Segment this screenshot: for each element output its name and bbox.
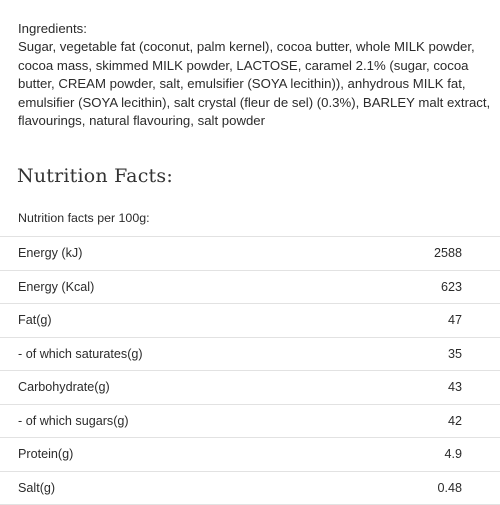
nutrient-label: Energy (kJ) [18,246,82,260]
nutrition-table [0,236,500,505]
nutrient-label: Energy (Kcal) [18,280,94,294]
nutrition-per-100g-label: Nutrition facts per 100g: [18,211,150,225]
nutrition-row-fat [0,304,500,338]
nutrient-value: 623 [441,280,462,294]
nutrition-row-carbohydrate [0,371,500,405]
ingredients-title: Ingredients: [18,20,494,38]
nutrition-row-protein [0,438,500,472]
nutrient-value: 4.9 [444,447,462,461]
nutrient-value: 47 [448,313,462,327]
nutrient-label: Protein(g) [18,447,73,461]
nutrient-label: Salt(g) [18,481,55,495]
nutrient-value: 0.48 [437,481,462,495]
nutrient-value: 42 [448,414,462,428]
nutrient-value: 43 [448,380,462,394]
nutrition-row-sugars [0,405,500,439]
nutrition-row-energy-kcal [0,271,500,305]
nutrition-row-energy-kj [0,237,500,271]
nutrition-facts-heading: Nutrition Facts: [17,165,173,187]
nutrient-label: - of which saturates(g) [18,347,143,361]
ingredients-text: Sugar, vegetable fat (coconut, palm kernel), cocoa butter, whole MILK powder, cocoa mass, skimmed MILK powder, LACTOSE, caramel 2.1% (sugar, cocoa butter, CREAM powder, salt, emulsifier (SOYA lecithin)), anhydrous MILK fat, emulsifier (SOYA lecithin), salt crystal (fleur de sel) (0.3%), BARLEY malt extract, flavourings, natural flavouring, salt powder [18,39,490,128]
nutrient-value: 35 [448,347,462,361]
nutrient-label: - of which sugars(g) [18,414,129,428]
nutrient-value: 2588 [434,246,462,260]
ingredients-section [18,20,494,130]
nutrient-label: Carbohydrate(g) [18,380,110,394]
nutrient-label: Fat(g) [18,313,52,327]
nutrition-row-saturates [0,338,500,372]
